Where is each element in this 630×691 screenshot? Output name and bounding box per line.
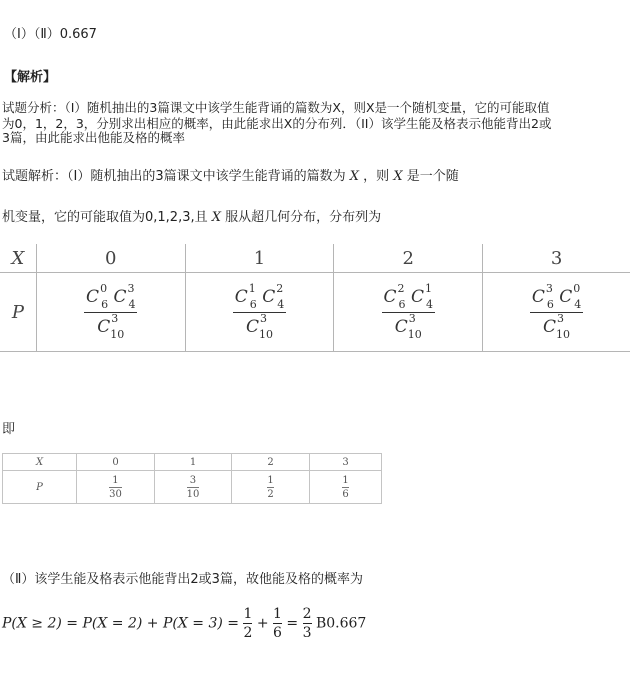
- header-cell: 3: [310, 454, 382, 471]
- solution-suffix-2: 服从超几何分布，分布列为: [225, 210, 382, 225]
- analysis-line-1: 试题分析：（Ⅰ）随机抽出的3篇课文中该学生能背诵的篇数为X，则X是一个随机变量，它的可能取值: [2, 100, 550, 115]
- header-cell-x: X: [3, 454, 77, 471]
- combination-fraction: $\frac{C^2_6 C^1_4}{C^3_{10}}$: [383, 281, 433, 342]
- solution-line-2: [2, 206, 381, 225]
- part2-line: （Ⅱ）该学生能及格表示他能背出2或3篇，故他能及格的概率为: [2, 572, 363, 587]
- answer-line: （Ⅰ）（Ⅱ）0.667: [4, 27, 97, 42]
- probability-formula: [2, 606, 366, 641]
- solution-suffix: 是一个随: [406, 169, 459, 184]
- prob-cell: [185, 273, 334, 352]
- prob-value-cell: [232, 471, 310, 504]
- fraction-two-thirds: $\frac{2}{3}$: [302, 606, 312, 641]
- var-x: X: [211, 210, 222, 225]
- header-cell: 1: [155, 454, 232, 471]
- prob-value-cell: [310, 471, 382, 504]
- fraction-one-sixth: $\frac{1}{6}$: [273, 606, 282, 641]
- header-cell: 0: [36, 244, 185, 273]
- row-label-p: P: [0, 273, 36, 352]
- solution-line-1: [2, 165, 459, 184]
- header-cell: 0: [77, 454, 155, 471]
- header-cell: 2: [232, 454, 310, 471]
- prob-cell: [36, 273, 185, 352]
- row-label-p: P: [3, 471, 77, 504]
- solution-mid: ，则: [363, 169, 390, 184]
- prob-cell: [334, 273, 483, 352]
- fraction: $\frac{3}{10}$: [186, 474, 200, 500]
- table-row: [0, 273, 630, 352]
- fraction-one-half: $\frac{1}{2}$: [243, 606, 253, 641]
- formula-lhs: P(X ≥ 2) = P(X = 2) + P(X = 3) =: [2, 615, 239, 632]
- prob-value-cell: [155, 471, 232, 504]
- combination-fraction: $\frac{C^1_6 C^2_4}{C^3_{10}}$: [234, 281, 285, 342]
- section-title: 【解析】: [4, 70, 57, 85]
- ji-label: 即: [2, 422, 16, 437]
- prob-value-cell: [77, 471, 155, 504]
- fraction: $\frac{1}{6}$: [342, 474, 349, 500]
- header-cell: 2: [334, 244, 483, 273]
- distribution-table: [0, 244, 630, 352]
- prob-cell: [483, 273, 630, 352]
- analysis-line-2: 为0，1，2，3，分别求出相应的概率，由此能求出X的分布列．（II）该学生能及格表示他能背出2或: [2, 116, 552, 131]
- header-cell: 1: [185, 244, 334, 273]
- header-cell: 3: [483, 244, 630, 273]
- formula-tail: B0.667: [315, 615, 367, 632]
- combination-fraction: $\frac{C^0_6 C^3_4}{C^3_{10}}$: [86, 281, 136, 342]
- fraction: $\frac{1}{30}$: [109, 474, 122, 500]
- combination-fraction: $\frac{C^3_6 C^0_4}{C^3_{10}}$: [531, 281, 582, 342]
- var-x: X: [393, 169, 403, 184]
- table-header-row: [0, 244, 630, 273]
- header-cell-x: X: [0, 244, 36, 273]
- var-x: X: [349, 169, 360, 184]
- fraction: $\frac{1}{2}$: [267, 474, 274, 500]
- formula-plus: +: [256, 615, 269, 632]
- distribution-table-values: [2, 453, 382, 504]
- analysis-line-3: 3篇，由此能求出他能及格的概率: [2, 130, 185, 145]
- solution-prefix-2: 机变量，它的可能取值为0,1,2,3,且: [2, 210, 208, 225]
- table-row: [3, 471, 382, 504]
- formula-equals: =: [286, 615, 299, 632]
- solution-prefix: 试题解析：（Ⅰ）随机抽出的3篇课文中该学生能背诵的篇数为: [2, 169, 346, 184]
- table-header-row: [3, 454, 382, 471]
